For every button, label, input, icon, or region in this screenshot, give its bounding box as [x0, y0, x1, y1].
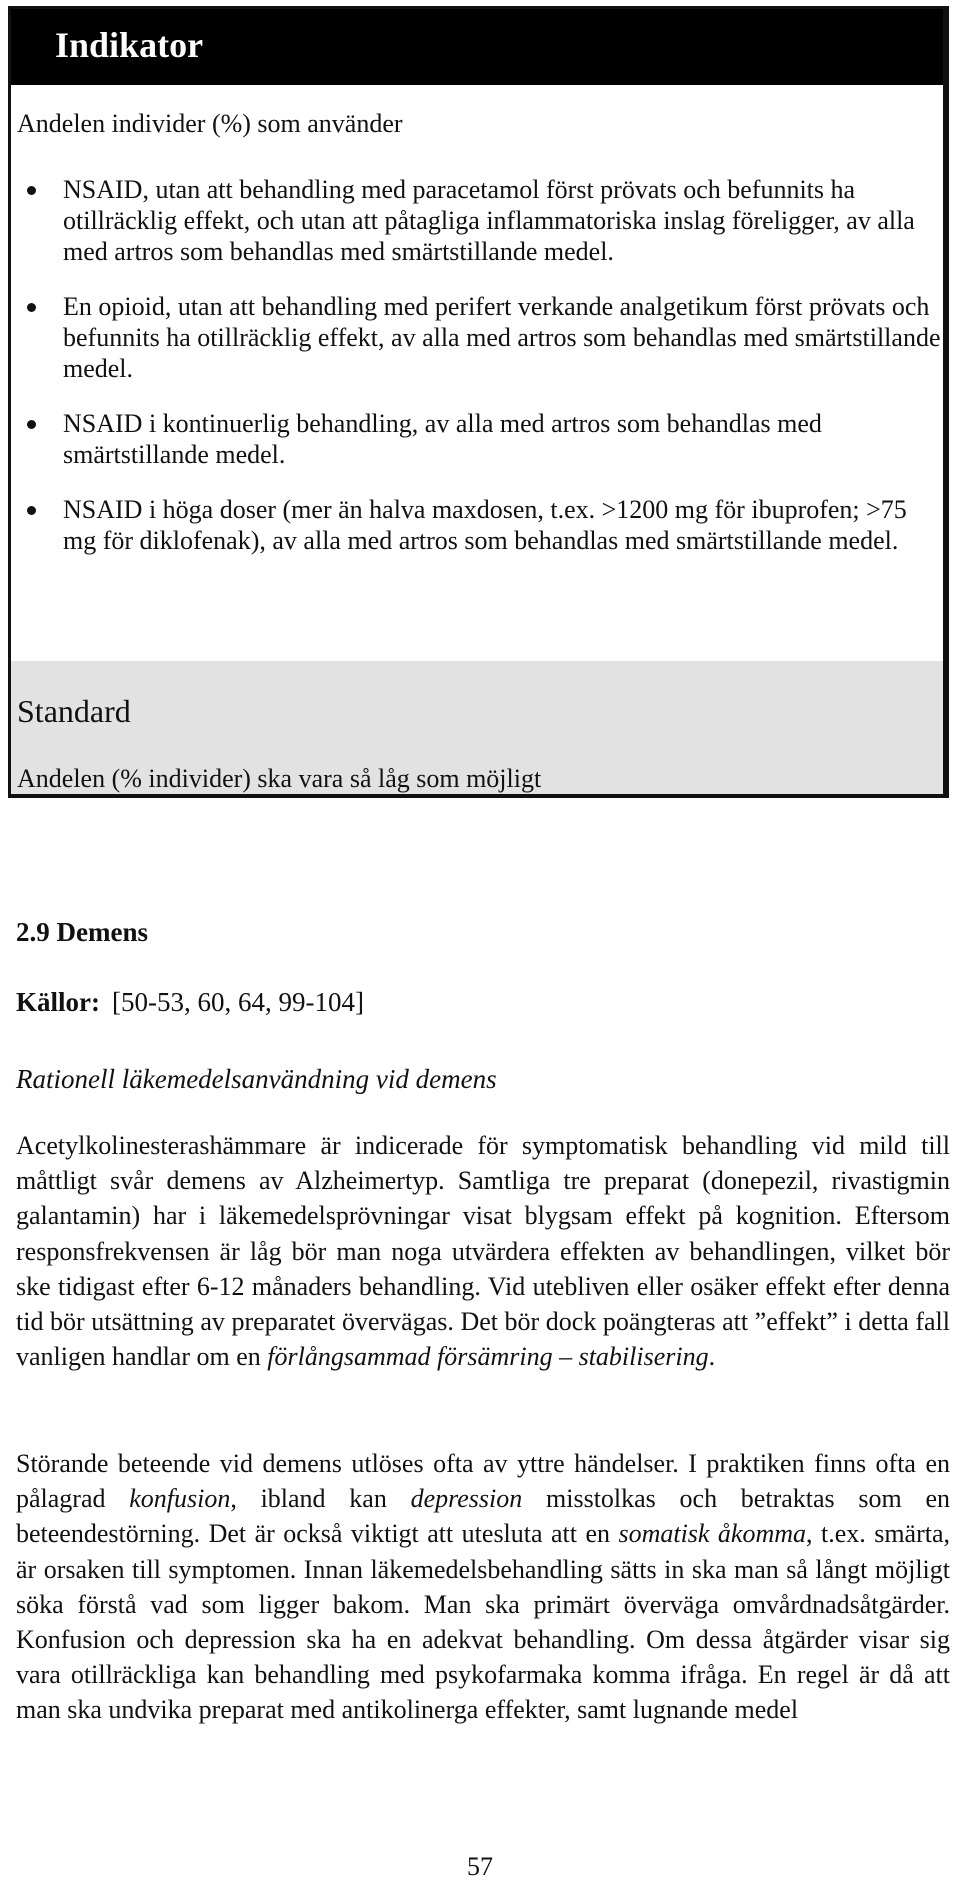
paragraph-2-part: , ibland kan	[230, 1484, 411, 1514]
paragraph-1-italic: förlångsammad försämring – stabilisering	[267, 1342, 709, 1372]
standard-title: Standard	[17, 693, 131, 729]
indicator-title: Indikator	[11, 9, 943, 85]
bullet-text: NSAID i kontinuerlig behandling, av alla med artros som behandlas med smärtstillande medel.	[63, 409, 822, 469]
bullet-icon	[27, 506, 36, 515]
paragraph-2-part: , t.ex. smärta, är orsaken till symptomen. Innan läkemedelsbehandling sätts in ska man så långt möjligt söka förstå vad som ligger bakom. Man ska primärt överväga omvårdnadsåtgärder. Konfusion och depression ska ha en adekvat behandling. Om dessa åtgärder visar sig vara otillräckliga kan behandling med psykofarmaka komma ifråga. En regel är då att man ska undvika preparat med antikolinerga effekter, samt lugnande medel	[16, 1519, 950, 1725]
bullet-text: NSAID, utan att behandling med paracetamol först prövats och befunnits ha otillräcklig effekt, och utan att påtagliga inflammatoriska inslag föreligger, av alla med artros som behandlas med smärtstillande medel.	[63, 175, 915, 266]
indicator-box	[8, 6, 949, 798]
bullet-item	[11, 174, 941, 267]
indicator-bullet-list	[11, 174, 941, 580]
sources-value: [50-53, 60, 64, 99-104]	[111, 987, 364, 1017]
paragraph-1	[16, 1128, 950, 1374]
section-subtitle: Rationell läkemedelsanvändning vid demens	[16, 1064, 497, 1094]
sources-line	[16, 987, 364, 1018]
standard-text: Andelen (% individer) ska vara så låg som möjligt	[17, 764, 542, 793]
paragraph-2-italic: konfusion	[129, 1484, 231, 1514]
bullet-text: En opioid, utan att behandling med perifert verkande analgetikum först prövats och befunnits ha otillräcklig effekt, av alla med artros som behandlas med smärtstillande medel.	[63, 292, 941, 383]
paragraph-2-italic: depression	[410, 1484, 523, 1514]
page-number: 57	[467, 1852, 493, 1881]
section-title: 2.9 Demens	[16, 917, 148, 947]
indicator-lead: Andelen individer (%) som använder	[17, 109, 403, 138]
bullet-item	[11, 408, 941, 470]
bullet-icon	[27, 420, 36, 429]
paragraph-2-part: Störande beteende vid demens utlöses ofta av yttre händelser. I praktiken finns ofta en pålagrad	[16, 1449, 950, 1514]
bullet-item	[11, 291, 941, 384]
sources-label: Källor:	[16, 987, 100, 1017]
paragraph-2-italic: somatisk åkomma	[618, 1519, 807, 1549]
bullet-icon	[27, 303, 36, 312]
paragraph-1-end: .	[708, 1342, 716, 1372]
paragraph-2	[16, 1446, 950, 1728]
bullet-icon	[27, 186, 36, 195]
bullet-text: NSAID i höga doser (mer än halva maxdosen, t.ex. >1200 mg för ibuprofen; >75 mg för diklofenak), av alla med artros som behandlas med smärtstillande medel.	[63, 495, 907, 555]
bullet-item	[11, 494, 941, 556]
standard-section	[11, 661, 943, 798]
paragraph-2-part: misstolkas och betraktas som en beteendestörning. Det är också viktigt att utesluta att en	[16, 1484, 950, 1549]
paragraph-1-text: Acetylkolinesterashämmare är indicerade för symptomatisk behandling vid mild till måttligt svår demens av Alzheimertyp. Samtliga tre preparat (donepezil, rivastigmin galantamin) har i läkemedelsprövningar visat blygsam effekt på kognition. Eftersom responsfrekvensen är låg bör man noga utvärdera effekten av behandlingen, vilket bör ske tidigast efter 6-12 månaders behandling. Vid utebliven eller osäker effekt efter denna tid bör utsättning av preparatet övervägas. Det bör dock poängteras att ”effekt” i detta fall vanligen handlar om en	[16, 1131, 950, 1372]
